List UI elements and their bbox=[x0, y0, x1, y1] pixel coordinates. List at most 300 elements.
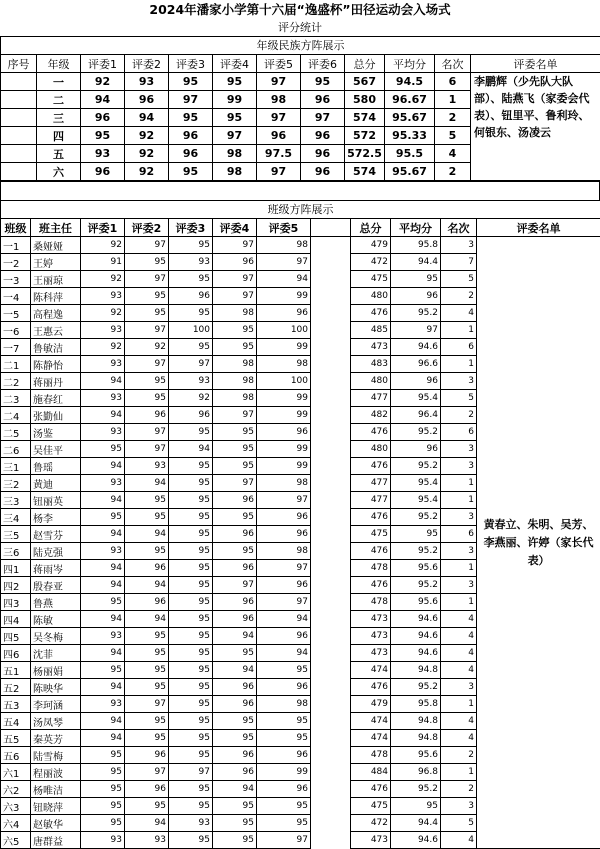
class-cell: 483 bbox=[351, 356, 391, 373]
class-cell: 三4 bbox=[1, 509, 31, 526]
class-cell: 94 bbox=[81, 679, 125, 696]
class-cell bbox=[311, 288, 351, 305]
class-cell: 96 bbox=[125, 747, 169, 764]
class-cell: 95 bbox=[81, 509, 125, 526]
class-cell: 475 bbox=[351, 271, 391, 288]
grade-cell: 93 bbox=[81, 145, 125, 163]
class-cell: 99 bbox=[257, 407, 311, 424]
class-cell: 94.6 bbox=[391, 628, 441, 645]
class-cell: 95 bbox=[125, 662, 169, 679]
class-cell: 吴佳平 bbox=[31, 441, 81, 458]
class-cell: 97 bbox=[257, 560, 311, 577]
class-cell: 陈敏 bbox=[31, 611, 81, 628]
class-cell: 3 bbox=[441, 679, 477, 696]
class-cell: 97 bbox=[213, 475, 257, 492]
class-cell: 95 bbox=[125, 373, 169, 390]
class-cell: 1 bbox=[441, 696, 477, 713]
class-cell: 3 bbox=[441, 373, 477, 390]
class-cell bbox=[311, 339, 351, 356]
class-cell: 96 bbox=[257, 747, 311, 764]
grade-cell: 97 bbox=[257, 73, 301, 91]
class-cell: 93 bbox=[169, 254, 213, 271]
class-cell: 王惠云 bbox=[31, 322, 81, 339]
class-cell: 96 bbox=[257, 628, 311, 645]
class-cell: 1 bbox=[441, 764, 477, 781]
grade-cell: 5 bbox=[435, 127, 471, 145]
class-cell: 97 bbox=[125, 237, 169, 254]
page-subtitle: 评分统计 bbox=[0, 20, 600, 36]
class-cell: 四1 bbox=[1, 560, 31, 577]
class-cell: 94 bbox=[213, 781, 257, 798]
class-cell: 479 bbox=[351, 696, 391, 713]
grade-header-cell: 评委1 bbox=[81, 55, 125, 73]
class-cell bbox=[311, 526, 351, 543]
grade-cell: 三 bbox=[37, 109, 81, 127]
class-cell: 95 bbox=[125, 509, 169, 526]
grade-cell: 97.5 bbox=[257, 145, 301, 163]
class-cell: 95 bbox=[169, 339, 213, 356]
grade-header-cell: 评委4 bbox=[213, 55, 257, 73]
class-cell: 95 bbox=[213, 424, 257, 441]
grade-cell: 95.67 bbox=[385, 109, 435, 127]
class-cell: 陈科萍 bbox=[31, 288, 81, 305]
class-header-cell: 评委名单 bbox=[477, 219, 600, 237]
grade-cell: 96 bbox=[125, 91, 169, 109]
class-cell bbox=[311, 764, 351, 781]
grade-cell: 574 bbox=[345, 163, 385, 181]
class-cell bbox=[311, 237, 351, 254]
grade-header-cell: 平均分 bbox=[385, 55, 435, 73]
grade-cell: 95 bbox=[169, 163, 213, 181]
class-cell: 六5 bbox=[1, 832, 31, 849]
class-cell: 94 bbox=[81, 645, 125, 662]
class-cell: 95 bbox=[213, 322, 257, 339]
class-cell: 95.8 bbox=[391, 237, 441, 254]
class-cell: 96 bbox=[213, 492, 257, 509]
class-cell: 98 bbox=[257, 475, 311, 492]
class-cell: 赵雪芬 bbox=[31, 526, 81, 543]
class-header-cell: 评委3 bbox=[169, 219, 213, 237]
class-cell bbox=[311, 441, 351, 458]
class-cell: 95 bbox=[169, 237, 213, 254]
class-cell: 476 bbox=[351, 781, 391, 798]
class-cell: 1 bbox=[441, 322, 477, 339]
class-cell: 98 bbox=[213, 356, 257, 373]
class-cell: 94 bbox=[81, 458, 125, 475]
class-cell: 98 bbox=[257, 237, 311, 254]
class-cell bbox=[311, 356, 351, 373]
class-cell: 94.4 bbox=[391, 254, 441, 271]
class-cell: 96 bbox=[257, 509, 311, 526]
class-cell: 二2 bbox=[1, 373, 31, 390]
class-cell: 五5 bbox=[1, 730, 31, 747]
class-cell: 97 bbox=[125, 696, 169, 713]
class-cell: 480 bbox=[351, 373, 391, 390]
class-cell: 476 bbox=[351, 577, 391, 594]
class-cell: 钮丽英 bbox=[31, 492, 81, 509]
class-cell: 96 bbox=[257, 577, 311, 594]
class-cell bbox=[311, 407, 351, 424]
class-cell: 二1 bbox=[1, 356, 31, 373]
class-cell: 94 bbox=[81, 407, 125, 424]
class-cell bbox=[311, 611, 351, 628]
grade-cell: 五 bbox=[37, 145, 81, 163]
class-cell: 97 bbox=[169, 356, 213, 373]
class-cell: 2 bbox=[441, 288, 477, 305]
grade-judges-list: 李鹏辉（少先队大队部）、陆燕飞（家委会代表）、钮里平、鲁利玲、何银东、汤凌云 bbox=[471, 73, 600, 181]
class-cell: 94.8 bbox=[391, 713, 441, 730]
class-cell: 95.6 bbox=[391, 560, 441, 577]
class-cell: 91 bbox=[81, 254, 125, 271]
class-cell: 97 bbox=[257, 254, 311, 271]
class-cell: 94 bbox=[125, 611, 169, 628]
class-cell: 95 bbox=[213, 543, 257, 560]
class-cell: 95 bbox=[169, 798, 213, 815]
class-cell: 95 bbox=[257, 730, 311, 747]
class-cell: 96 bbox=[213, 594, 257, 611]
class-cell: 95 bbox=[81, 662, 125, 679]
class-cell: 95 bbox=[213, 815, 257, 832]
class-cell: 一1 bbox=[1, 237, 31, 254]
class-cell: 96 bbox=[213, 747, 257, 764]
class-cell: 1 bbox=[441, 560, 477, 577]
class-cell bbox=[311, 390, 351, 407]
class-cell: 95.2 bbox=[391, 781, 441, 798]
grade-cell: 97 bbox=[301, 109, 345, 127]
grade-cell: 92 bbox=[125, 127, 169, 145]
class-cell: 480 bbox=[351, 441, 391, 458]
class-cell: 94 bbox=[169, 441, 213, 458]
class-cell: 95 bbox=[169, 628, 213, 645]
class-cell: 4 bbox=[441, 730, 477, 747]
class-cell: 陆克强 bbox=[31, 543, 81, 560]
class-cell: 95 bbox=[213, 798, 257, 815]
class-cell: 95 bbox=[125, 288, 169, 305]
class-cell: 96.4 bbox=[391, 407, 441, 424]
class-cell: 95 bbox=[125, 492, 169, 509]
class-header-cell: 名次 bbox=[441, 219, 477, 237]
class-cell bbox=[311, 798, 351, 815]
class-cell: 93 bbox=[169, 815, 213, 832]
class-cell: 六1 bbox=[1, 764, 31, 781]
class-cell: 95 bbox=[391, 798, 441, 815]
grade-cell: 95 bbox=[301, 73, 345, 91]
grade-cell: 4 bbox=[435, 145, 471, 163]
class-cell: 六3 bbox=[1, 798, 31, 815]
class-cell: 二4 bbox=[1, 407, 31, 424]
class-cell: 96 bbox=[257, 305, 311, 322]
class-cell: 95 bbox=[125, 305, 169, 322]
class-cell bbox=[311, 832, 351, 849]
grade-cell: 99 bbox=[213, 91, 257, 109]
grade-header-cell: 总分 bbox=[345, 55, 385, 73]
class-cell: 100 bbox=[169, 322, 213, 339]
class-header-cell: 总分 bbox=[351, 219, 391, 237]
class-cell: 三5 bbox=[1, 526, 31, 543]
class-cell: 96 bbox=[391, 441, 441, 458]
grade-header-cell: 评委3 bbox=[169, 55, 213, 73]
grade-row bbox=[1, 73, 600, 91]
class-cell: 94 bbox=[125, 526, 169, 543]
class-cell: 96 bbox=[213, 560, 257, 577]
class-cell: 95 bbox=[169, 424, 213, 441]
class-cell: 三2 bbox=[1, 475, 31, 492]
class-cell: 95.8 bbox=[391, 696, 441, 713]
class-cell: 6 bbox=[441, 339, 477, 356]
class-cell: 六4 bbox=[1, 815, 31, 832]
grade-cell: 六 bbox=[37, 163, 81, 181]
grade-cell: 572 bbox=[345, 127, 385, 145]
class-cell bbox=[311, 594, 351, 611]
grade-header-cell: 评委2 bbox=[125, 55, 169, 73]
class-cell: 高程逸 bbox=[31, 305, 81, 322]
class-cell: 95 bbox=[169, 543, 213, 560]
class-cell: 95 bbox=[169, 679, 213, 696]
class-cell bbox=[311, 713, 351, 730]
grade-cell: 96 bbox=[81, 163, 125, 181]
class-cell: 95 bbox=[213, 339, 257, 356]
class-cell: 98 bbox=[213, 373, 257, 390]
class-cell: 3 bbox=[441, 509, 477, 526]
class-cell: 95 bbox=[213, 645, 257, 662]
class-cell: 93 bbox=[125, 832, 169, 849]
class-cell: 张勤仙 bbox=[31, 407, 81, 424]
grade-header-cell: 评委5 bbox=[257, 55, 301, 73]
class-cell bbox=[311, 815, 351, 832]
class-cell: 95 bbox=[169, 645, 213, 662]
class-cell: 3 bbox=[441, 237, 477, 254]
class-cell: 2 bbox=[441, 407, 477, 424]
class-cell: 6 bbox=[441, 424, 477, 441]
class-cell: 482 bbox=[351, 407, 391, 424]
class-cell: 鲁瑶 bbox=[31, 458, 81, 475]
class-cell: 94 bbox=[81, 713, 125, 730]
class-cell: 95 bbox=[213, 441, 257, 458]
class-cell: 95 bbox=[81, 747, 125, 764]
class-cell bbox=[311, 781, 351, 798]
class-header-cell: 评委4 bbox=[213, 219, 257, 237]
class-cell: 96 bbox=[213, 764, 257, 781]
class-cell: 桑娅娅 bbox=[31, 237, 81, 254]
grade-header-cell: 年级 bbox=[37, 55, 81, 73]
class-cell: 92 bbox=[81, 271, 125, 288]
class-cell: 95 bbox=[257, 798, 311, 815]
class-cell: 94 bbox=[81, 373, 125, 390]
grade-cell: 92 bbox=[125, 163, 169, 181]
grade-cell: 567 bbox=[345, 73, 385, 91]
grade-cell: 94 bbox=[81, 91, 125, 109]
class-cell: 472 bbox=[351, 815, 391, 832]
class-cell: 94 bbox=[81, 730, 125, 747]
class-cell: 99 bbox=[257, 390, 311, 407]
class-cell: 97 bbox=[213, 271, 257, 288]
class-cell: 95 bbox=[257, 815, 311, 832]
grade-cell: 97 bbox=[257, 163, 301, 181]
class-cell: 99 bbox=[257, 441, 311, 458]
class-cell: 一7 bbox=[1, 339, 31, 356]
class-cell: 94 bbox=[125, 475, 169, 492]
class-cell: 93 bbox=[81, 696, 125, 713]
class-cell: 95 bbox=[125, 645, 169, 662]
class-cell: 94 bbox=[257, 645, 311, 662]
class-cell: 96 bbox=[213, 611, 257, 628]
class-header-cell: 评委5 bbox=[257, 219, 311, 237]
class-cell: 4 bbox=[441, 628, 477, 645]
class-cell: 474 bbox=[351, 662, 391, 679]
class-cell: 94.8 bbox=[391, 730, 441, 747]
class-cell: 程丽波 bbox=[31, 764, 81, 781]
class-cell: 98 bbox=[257, 356, 311, 373]
class-cell: 473 bbox=[351, 628, 391, 645]
class-cell: 96.6 bbox=[391, 356, 441, 373]
class-cell: 473 bbox=[351, 339, 391, 356]
class-cell: 97 bbox=[257, 832, 311, 849]
class-cell: 95 bbox=[169, 271, 213, 288]
class-cell: 99 bbox=[257, 764, 311, 781]
class-cell: 王丽琼 bbox=[31, 271, 81, 288]
class-cell bbox=[311, 271, 351, 288]
class-cell: 474 bbox=[351, 713, 391, 730]
grade-cell: 95 bbox=[169, 109, 213, 127]
class-cell: 95.2 bbox=[391, 509, 441, 526]
class-cell: 施春红 bbox=[31, 390, 81, 407]
class-cell bbox=[311, 492, 351, 509]
class-cell: 92 bbox=[81, 305, 125, 322]
grade-cell: 95 bbox=[213, 73, 257, 91]
class-cell: 97 bbox=[169, 764, 213, 781]
class-cell: 95 bbox=[81, 441, 125, 458]
class-cell: 96 bbox=[257, 781, 311, 798]
class-cell: 96 bbox=[125, 407, 169, 424]
class-cell: 95 bbox=[169, 594, 213, 611]
grade-cell bbox=[1, 91, 37, 109]
class-cell: 94 bbox=[257, 611, 311, 628]
class-cell: 2 bbox=[441, 747, 477, 764]
class-cell: 98 bbox=[213, 390, 257, 407]
class-cell: 92 bbox=[81, 237, 125, 254]
class-cell: 95 bbox=[169, 832, 213, 849]
class-header-row bbox=[1, 219, 600, 237]
class-cell: 475 bbox=[351, 798, 391, 815]
class-cell: 94.6 bbox=[391, 645, 441, 662]
class-cell: 95 bbox=[213, 713, 257, 730]
grade-cell: 97 bbox=[213, 127, 257, 145]
class-cell bbox=[311, 509, 351, 526]
class-cell: 95 bbox=[125, 254, 169, 271]
class-cell: 4 bbox=[441, 645, 477, 662]
class-cell: 94.6 bbox=[391, 611, 441, 628]
class-cell: 3 bbox=[441, 543, 477, 560]
class-cell: 三1 bbox=[1, 458, 31, 475]
class-cell: 五4 bbox=[1, 713, 31, 730]
grade-section-title: 年级民族方阵展示 bbox=[1, 37, 600, 55]
class-cell bbox=[311, 560, 351, 577]
class-header-cell: 班级 bbox=[1, 219, 31, 237]
grade-cell: 6 bbox=[435, 73, 471, 91]
class-cell: 96 bbox=[213, 254, 257, 271]
grade-cell bbox=[1, 145, 37, 163]
class-cell: 吴冬梅 bbox=[31, 628, 81, 645]
grade-cell: 2 bbox=[435, 163, 471, 181]
class-cell: 477 bbox=[351, 390, 391, 407]
class-cell: 94.6 bbox=[391, 832, 441, 849]
class-cell: 95 bbox=[213, 458, 257, 475]
class-cell: 1 bbox=[441, 356, 477, 373]
class-cell: 97 bbox=[257, 492, 311, 509]
class-cell bbox=[311, 679, 351, 696]
grade-header-cell: 评委名单 bbox=[471, 55, 600, 73]
page-title: 2024年潘家小学第十六届“逸盛杯”田径运动会入场式 bbox=[0, 0, 600, 20]
class-cell: 杨唯洁 bbox=[31, 781, 81, 798]
class-cell: 蒋雨岑 bbox=[31, 560, 81, 577]
class-cell: 杨丽娟 bbox=[31, 662, 81, 679]
class-cell: 5 bbox=[441, 815, 477, 832]
class-cell: 95 bbox=[125, 730, 169, 747]
grade-cell bbox=[1, 127, 37, 145]
class-header-cell: 平均分 bbox=[391, 219, 441, 237]
class-cell: 94 bbox=[213, 628, 257, 645]
class-cell: 95.6 bbox=[391, 594, 441, 611]
grade-cell: 96 bbox=[81, 109, 125, 127]
class-cell: 97 bbox=[125, 322, 169, 339]
class-cell: 95 bbox=[169, 305, 213, 322]
class-cell: 93 bbox=[81, 543, 125, 560]
class-cell: 476 bbox=[351, 424, 391, 441]
class-cell: 94 bbox=[81, 611, 125, 628]
class-cell: 鲁敏洁 bbox=[31, 339, 81, 356]
class-cell: 95 bbox=[169, 713, 213, 730]
grade-cell: 96 bbox=[301, 163, 345, 181]
class-cell: 478 bbox=[351, 747, 391, 764]
class-cell: 5 bbox=[441, 390, 477, 407]
class-cell: 95 bbox=[125, 543, 169, 560]
class-cell: 95 bbox=[125, 679, 169, 696]
class-cell: 473 bbox=[351, 645, 391, 662]
grade-cell: 98 bbox=[257, 91, 301, 109]
grade-cell: 95.67 bbox=[385, 163, 435, 181]
class-cell bbox=[311, 577, 351, 594]
class-cell: 赵敏华 bbox=[31, 815, 81, 832]
class-cell bbox=[311, 662, 351, 679]
class-cell bbox=[311, 730, 351, 747]
class-cell: 94.4 bbox=[391, 815, 441, 832]
class-cell: 95.6 bbox=[391, 747, 441, 764]
class-cell: 一4 bbox=[1, 288, 31, 305]
grade-cell: 二 bbox=[37, 91, 81, 109]
class-cell: 三3 bbox=[1, 492, 31, 509]
class-cell: 95 bbox=[391, 526, 441, 543]
class-cell: 473 bbox=[351, 611, 391, 628]
class-cell bbox=[311, 305, 351, 322]
class-header-cell: 评委2 bbox=[125, 219, 169, 237]
grade-cell: 94.5 bbox=[385, 73, 435, 91]
class-cell: 95 bbox=[81, 781, 125, 798]
class-cell: 95 bbox=[391, 271, 441, 288]
class-cell: 五2 bbox=[1, 679, 31, 696]
class-cell: 95 bbox=[213, 832, 257, 849]
class-cell: 476 bbox=[351, 305, 391, 322]
class-cell: 4 bbox=[441, 611, 477, 628]
class-cell: 95.2 bbox=[391, 305, 441, 322]
class-cell: 沈菲 bbox=[31, 645, 81, 662]
class-cell: 94.6 bbox=[391, 339, 441, 356]
class-cell: 93 bbox=[169, 373, 213, 390]
class-cell: 96 bbox=[391, 288, 441, 305]
class-cell: 3 bbox=[441, 577, 477, 594]
class-cell: 一5 bbox=[1, 305, 31, 322]
grade-header-cell: 序号 bbox=[1, 55, 37, 73]
class-cell: 4 bbox=[441, 305, 477, 322]
